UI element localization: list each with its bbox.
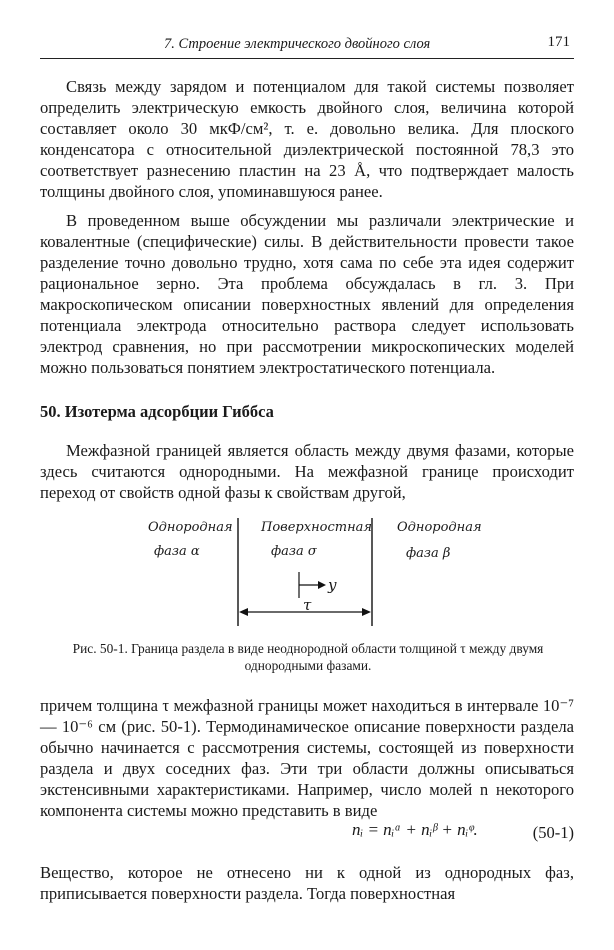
figure-caption: Рис. 50-1. Граница раздела в виде неоднородной области толщиной τ между двумя однородными фазами. xyxy=(72,641,544,673)
y-axis-label: y xyxy=(328,576,337,594)
figure-interface-diagram xyxy=(120,514,520,634)
thickness-arrow-right xyxy=(362,608,371,616)
equation-number: (50-1) xyxy=(532,823,574,842)
surface-phase-label: Поверхностная xyxy=(261,520,372,535)
surface-phase-name: фаза σ xyxy=(271,544,317,559)
y-axis-arrowhead xyxy=(318,581,326,589)
right-phase-label: Однородная xyxy=(397,520,482,535)
paragraph-capacitance: Связь между зарядом и потенциалом для такой системы позволяет определить электрическую емкость двойного слоя, величина которой составляет около 30 мкФ/см², т. е. довольно велика. Для плоского конденсатора с относительной диэлектрической постоянной 78,3 это соответствует разнесению пластин на 23 Å, что подтверждает малость толщины двойного слоя, упоминавшуюся ранее. xyxy=(40,77,574,201)
running-head: 7. Строение электрического двойного слоя xyxy=(164,36,431,52)
paragraph-thickness: причем толщина τ межфазной границы может находиться в интервале 10⁻⁷ — 10⁻⁶ см (рис. 50-1). Термодинамическое описание поверхности раздела обычно начинается с рассмотрения системы, состоящей из поверхности раздела и двух соседних фаз. Эти три области должны описываться экстенсивными характеристиками. Например, число молей n некоторого компонента системы можно представить в виде xyxy=(40,696,574,820)
left-phase-label: Однородная xyxy=(148,520,233,535)
left-phase-name: фаза α xyxy=(154,544,200,559)
section-title: 50. Изотерма адсорбции Гиббса xyxy=(40,402,274,421)
paragraph-interface: Межфазной границей является область между двумя фазами, которые здесь считаются однородными. На межфазной границе происходит переход от свойств одной фазы к свойствам другой, xyxy=(40,441,574,502)
equation-50-1: nᵢ = nᵢᵅ + nᵢᵝ + nᵢᵠ. xyxy=(352,820,478,839)
page-number: 171 xyxy=(547,34,570,50)
page-header xyxy=(40,34,574,59)
thickness-arrow-left xyxy=(239,608,248,616)
paragraph-surface-substance: Вещество, которое не отнесено ни к одной из однородных фаз, приписывается поверхности раздела. Тогда поверхностная xyxy=(40,863,574,903)
thickness-label: τ xyxy=(303,596,312,614)
paragraph-forces: В проведенном выше обсуждении мы различали электрические и ковалентные (специфические) силы. В действительности провести такое разделение точно довольно трудно, хотя сама по себе эта идея содержит рациональное зерно. Эта проблема обсуждалась в гл. 3. При макроскопическом описании поверхностных явлений для определения потенциала электрода относительно раствора следует использовать электрод сравнения, но при рассмотрении микроскопических моделей можно пользоваться понятием электростатического потенциала. xyxy=(40,211,574,377)
right-phase-name: фаза β xyxy=(406,546,451,561)
